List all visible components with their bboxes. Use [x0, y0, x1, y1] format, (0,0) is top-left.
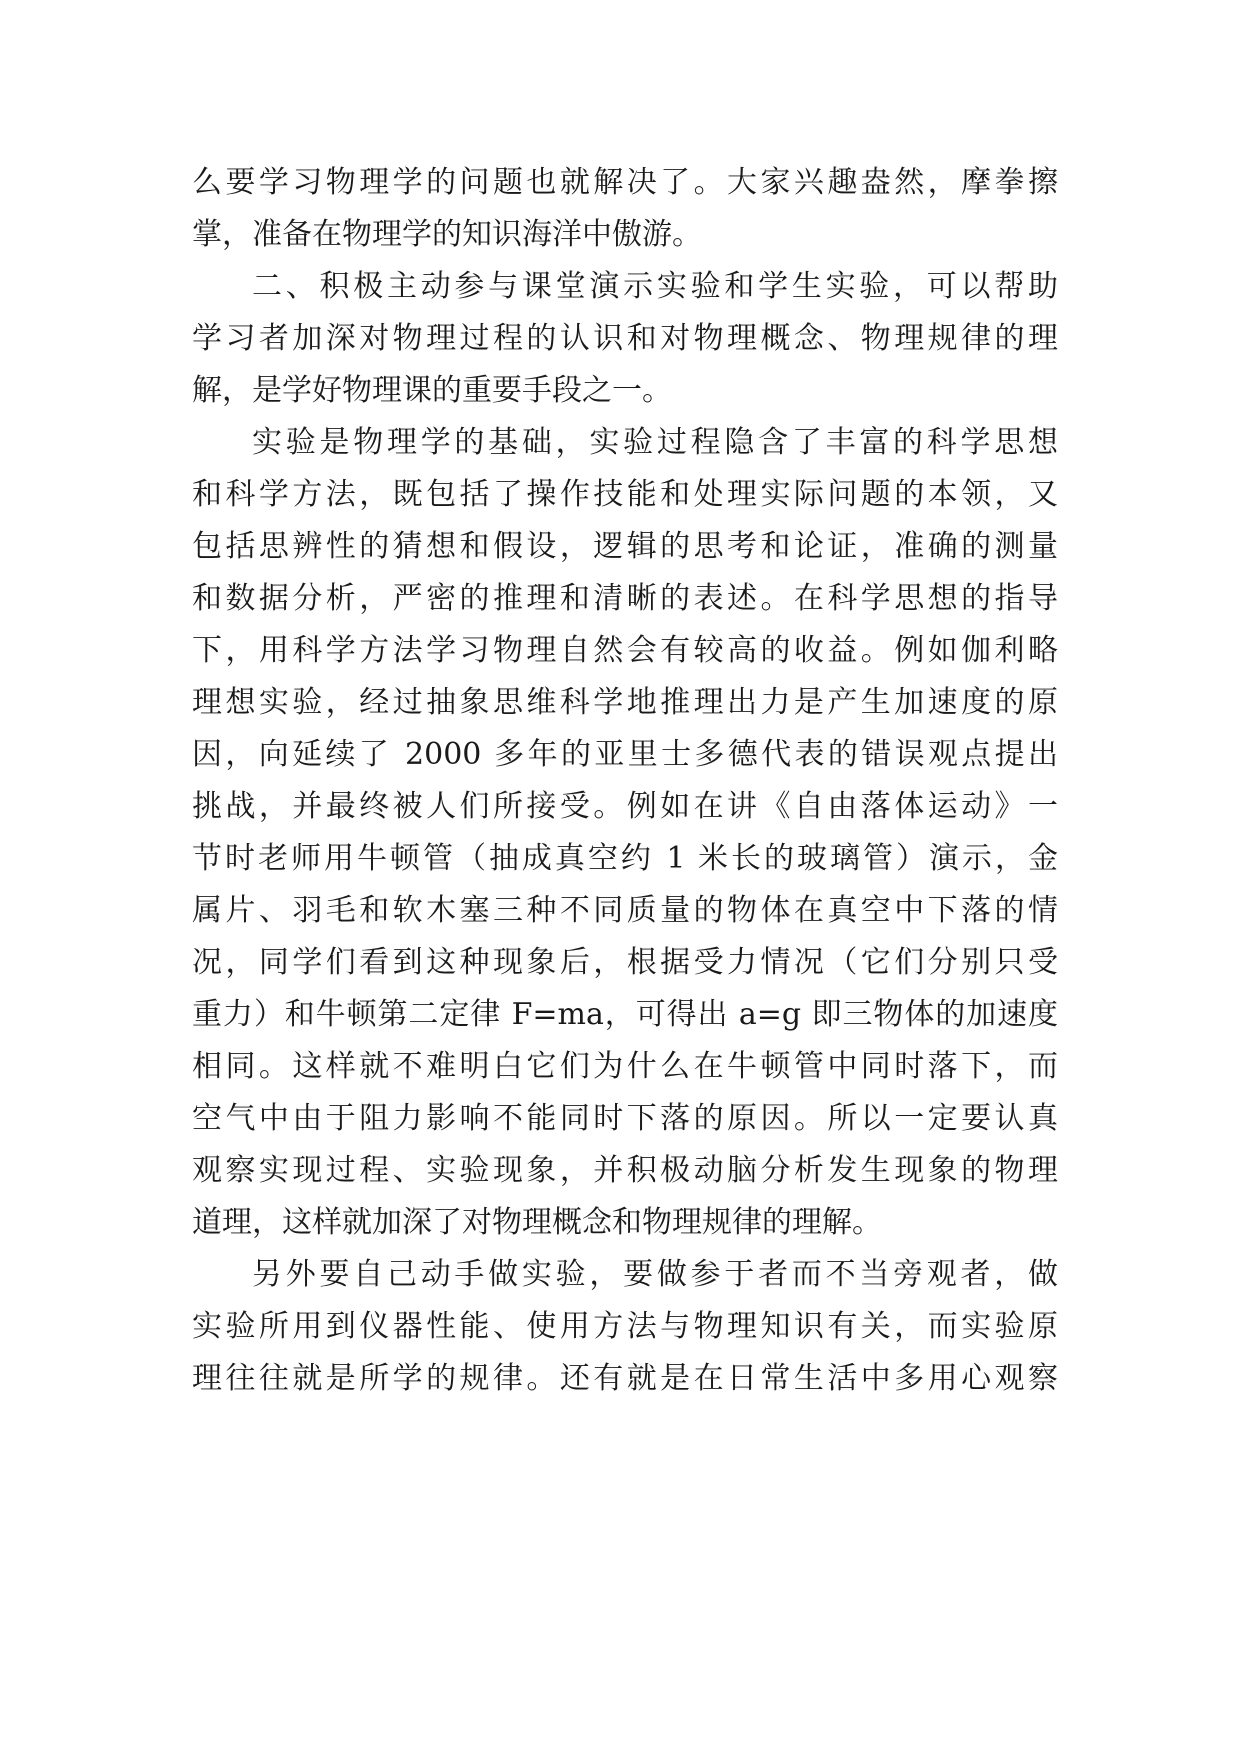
text-line: 空气中由于阻力影响不能同时下落的原因。所以一定要认真	[192, 1101, 1058, 1136]
text-line: 学习者加深对物理过程的认识和对物理概念、物理规律的理	[192, 321, 1058, 356]
paragraph-4	[192, 1249, 1058, 1405]
text-line: 么要学习物理学的问题也就解决了。大家兴趣盎然，摩拳擦	[192, 165, 1058, 200]
text-line: 观察实现过程、实验现象，并积极动脑分析发生现象的物理	[192, 1153, 1058, 1188]
text-line: 重力）和牛顿第二定律 F=ma，可得出 a=g 即三物体的加速度	[192, 997, 1058, 1032]
text-line: 解，是学好物理课的重要手段之一。	[192, 373, 672, 408]
document-body	[192, 157, 1058, 1405]
text-line: 二、积极主动参与课堂演示实验和学生实验，可以帮助	[252, 269, 1058, 304]
text-line: 另外要自己动手做实验，要做参于者而不当旁观者，做	[252, 1257, 1058, 1292]
text-line: 因，向延续了 2000 多年的亚里士多德代表的错误观点提出	[192, 737, 1058, 772]
text-line: 理往往就是所学的规律。还有就是在日常生活中多用心观察	[192, 1361, 1058, 1396]
paragraph-3	[192, 417, 1058, 1249]
text-line: 实验是物理学的基础，实验过程隐含了丰富的科学思想	[252, 425, 1058, 460]
text-line: 挑战，并最终被人们所接受。例如在讲《自由落体运动》一	[192, 789, 1058, 824]
text-line: 实验所用到仪器性能、使用方法与物理知识有关，而实验原	[192, 1309, 1058, 1344]
text-line: 相同。这样就不难明白它们为什么在牛顿管中同时落下，而	[192, 1049, 1058, 1084]
paragraph-1	[192, 157, 1058, 261]
text-line: 和科学方法，既包括了操作技能和处理实际问题的本领，又	[192, 477, 1058, 512]
text-line: 道理，这样就加深了对物理概念和物理规律的理解。	[192, 1205, 882, 1240]
text-line: 属片、羽毛和软木塞三种不同质量的物体在真空中下落的情	[192, 893, 1058, 928]
text-line: 和数据分析，严密的推理和清晰的表述。在科学思想的指导	[192, 581, 1058, 616]
text-line: 掌，准备在物理学的知识海洋中傲游。	[192, 217, 702, 252]
text-line: 节时老师用牛顿管（抽成真空约 1 米长的玻璃管）演示，金	[192, 841, 1058, 876]
text-line: 况，同学们看到这种现象后，根据受力情况（它们分别只受	[192, 945, 1058, 980]
paragraph-2	[192, 261, 1058, 417]
text-line: 包括思辨性的猜想和假设，逻辑的思考和论证，准确的测量	[192, 529, 1058, 564]
text-line: 下，用科学方法学习物理自然会有较高的收益。例如伽利略	[192, 633, 1058, 668]
text-line: 理想实验，经过抽象思维科学地推理出力是产生加速度的原	[192, 685, 1058, 720]
